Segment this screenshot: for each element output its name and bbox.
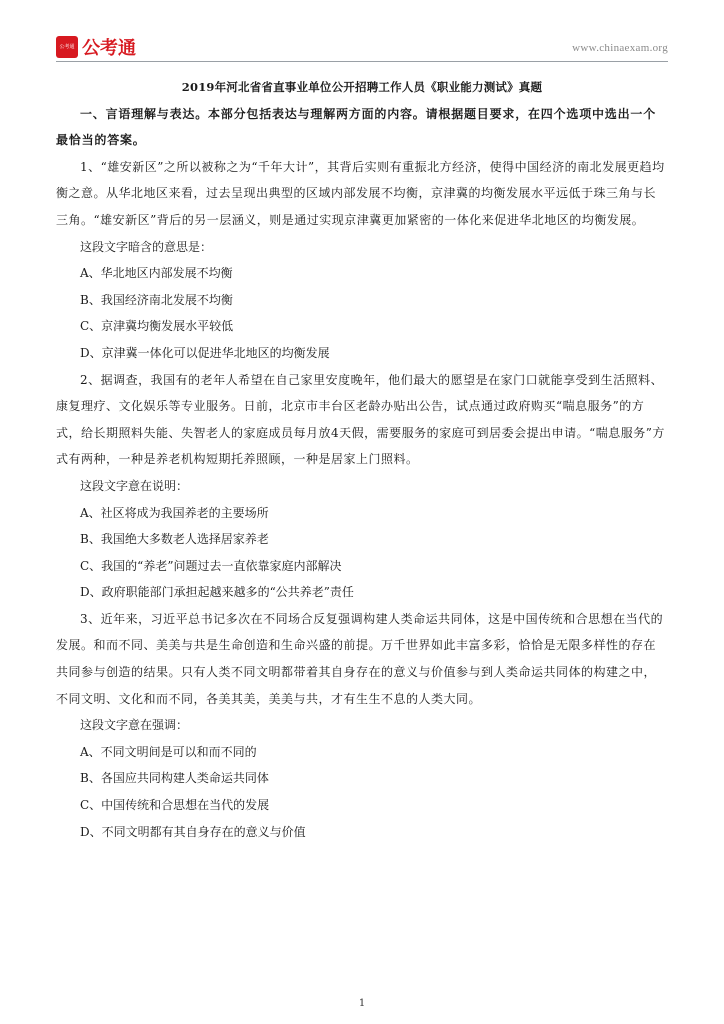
document-body (56, 74, 668, 845)
question-stem: 1、“雄安新区”之所以被称之为“千年大计”，其背后实则有重振北方经济，使得中国经济的南北发展更趋均衡之意。从华北地区来看，过去呈现出典型的区域内部发展不均衡，京津冀的均衡发展水平远低于珠三角与长三角。“雄安新区”背后的另一层涵义，则是通过实现京津冀更加紧密的一体化来促进华北地区的均衡发展。 (56, 159, 665, 227)
option-b: B、各国应共同构建人类命运共同体 (80, 771, 269, 786)
option-a: A、不同文明间是可以和而不同的 (80, 744, 257, 759)
option-c: C、京津冀均衡发展水平较低 (80, 319, 234, 334)
brand-logo-text: 公考通 (82, 38, 136, 59)
question-stem: 3、近年来，习近平总书记多次在不同场合反复强调构建人类命运共同体，这是中国传统和合思想在当代的发展。和而不同、美美与共是生命创造和生命兴盛的前提。万千世界如此丰富多彩，恰恰是无限多样性的存在共同参与创造的结果。只有人类不同文明都带着其自身存在的意义与价值参与到人类命运共同体的构建之中，不同文明、文化和而不同，各美其美，美美与共，才有生生不息的人类大同。 (56, 611, 664, 706)
option-d: D、京津冀一体化可以促进华北地区的均衡发展 (80, 345, 330, 360)
question-prompt: 这段文字意在说明： (80, 478, 189, 493)
question-1 (56, 154, 668, 367)
question-prompt: 这段文字意在强调： (80, 718, 189, 733)
section-heading: 一、言语理解与表达。本部分包括表达与理解两方面的内容。请根据题目要求，在四个选项中选出一个最恰当的答案。 (56, 106, 657, 148)
logo-icon: 公考通 (56, 36, 78, 58)
option-c: C、中国传统和合思想在当代的发展 (80, 798, 270, 813)
header-divider (56, 61, 668, 62)
option-b: B、我国经济南北发展不均衡 (80, 292, 233, 307)
option-a: A、社区将成为我国养老的主要场所 (80, 505, 269, 520)
question-2 (56, 367, 668, 606)
question-3 (56, 606, 668, 845)
question-prompt: 这段文字暗含的意思是： (80, 239, 213, 254)
page-number: 1 (358, 998, 366, 1009)
document-title: 2019年河北省省直事业单位公开招聘工作人员《职业能力测试》真题 (181, 80, 543, 94)
option-a: A、华北地区内部发展不均衡 (80, 266, 233, 281)
question-stem: 2、据调查，我国有的老年人希望在自己家里安度晚年，他们最大的愿望是在家门口就能享受到生活照料、康复理疗、文化娱乐等专业服务。日前，北京市丰台区老龄办贴出公告，试点通过政府购买“喘息服务”的方式，给长期照料失能、失智老人的家庭成员每月放4天假，需要服务的家庭可到居委会提出申请。“喘息服务”方式有两种，一种是养老机构短期托养照顾，一种是居家上门照料。 (56, 372, 665, 467)
option-b: B、我国绝大多数老人选择居家养老 (80, 532, 269, 547)
page-header (56, 36, 668, 66)
option-d: D、政府职能部门承担起越来越多的“公共养老”责任 (80, 585, 354, 600)
option-c: C、我国的“养老”问题过去一直依靠家庭内部解决 (80, 558, 342, 573)
site-url: www.chinaexam.org (572, 42, 668, 54)
option-d: D、不同文明都有其自身存在的意义与价值 (80, 824, 306, 839)
